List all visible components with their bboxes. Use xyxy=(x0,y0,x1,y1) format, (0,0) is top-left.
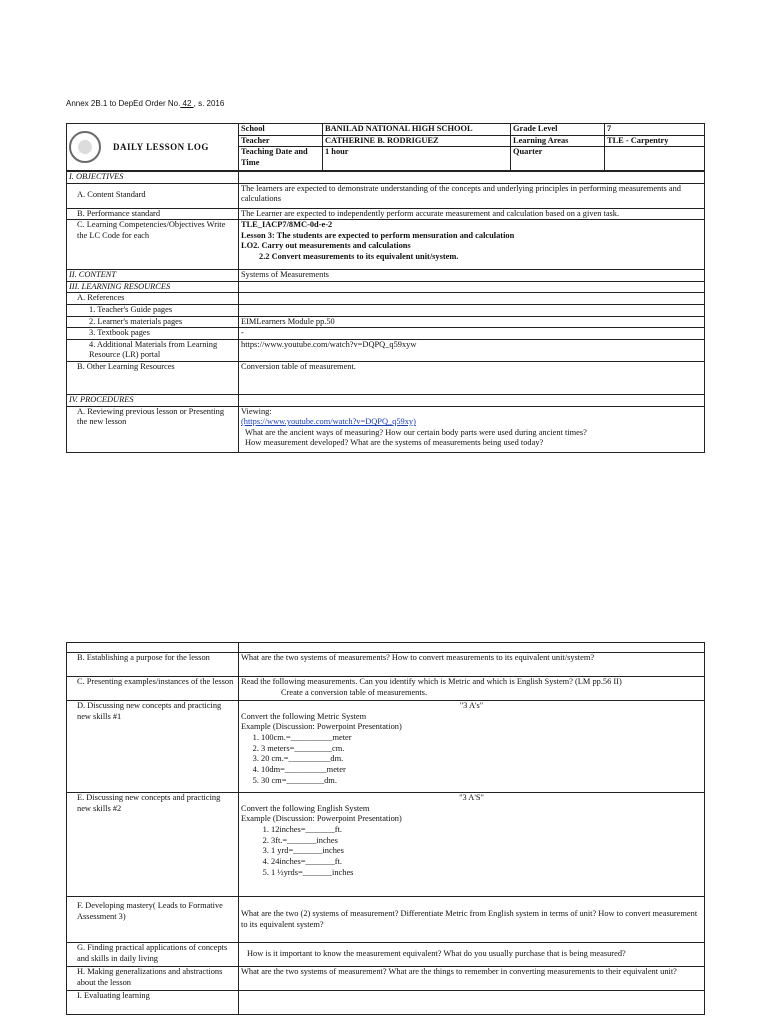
examples-value xyxy=(239,677,705,701)
annex-year: , s. 2016 xyxy=(193,99,225,108)
references-label: A. References xyxy=(67,293,239,305)
procedures-empty xyxy=(239,394,705,406)
page2-blank-label xyxy=(67,643,239,653)
youtube-link[interactable]: (https://www.youtube.com/watch?v=DQPQ_q59xy) xyxy=(241,417,416,427)
generalizations-label: H. Making generalizations and abstractions about the lesson xyxy=(67,967,239,991)
question-ancient-ways: What are the ancient ways of measuring? How our certain body parts were used during ancient times? xyxy=(245,427,587,437)
objectives-empty xyxy=(239,172,705,184)
teachers-guide-value xyxy=(239,304,705,316)
learners-materials-value: EIMLearners Module pp.50 xyxy=(239,316,705,328)
evaluating-value xyxy=(239,991,705,1015)
competencies-label: C. Learning Competencies/Objectives Write the LC Code for each xyxy=(67,220,239,270)
area-value: TLE - Carpentry xyxy=(605,135,705,147)
references-empty xyxy=(239,293,705,305)
performance-standard-value: The Learner are expected to independently perform accurate measurement and calculation based on a given task. xyxy=(239,208,705,220)
additional-materials-value: https://www.youtube.com/watch?v=DQPQ_q59xyw xyxy=(239,339,705,361)
textbook-label: 3. Textbook pages xyxy=(67,328,239,340)
lesson-table-page1 xyxy=(66,171,705,453)
date-label: Teaching Date and Time xyxy=(239,147,323,171)
area-label: Learning Areas xyxy=(511,135,605,147)
lc-code: TLE_IACP7/8MC-0d-e-2 xyxy=(241,220,333,230)
grade-label: Grade Level xyxy=(511,124,605,136)
metric-item: 1. 100cm.=__________meter xyxy=(261,733,702,744)
discussing-1-value xyxy=(239,701,705,793)
teachers-guide-label: 1. Teacher's Guide pages xyxy=(67,304,239,316)
english-item: 1. 12inches=_______ft. xyxy=(271,825,702,836)
english-item: 2. 3ft.=_______inches xyxy=(271,836,702,847)
examples-label: C. Presenting examples/instances of the lesson xyxy=(67,677,239,701)
metric-item: 4. 10dm=__________meter xyxy=(261,765,702,776)
dll-title: DAILY LESSON LOG xyxy=(113,141,209,152)
metric-list xyxy=(241,733,702,787)
discussing-1-label: D. Discussing new concepts and practicing new skills #1 xyxy=(67,701,239,793)
english-instruction: Convert the following English System xyxy=(241,803,370,813)
lesson-table-page2 xyxy=(66,642,705,1015)
teacher-value: CATHERINE B. RODRIGUEZ xyxy=(323,135,511,147)
annex-order-no: 42 xyxy=(180,99,194,108)
metric-item: 2. 3 meters=_________cm. xyxy=(261,744,702,755)
content-value: Systems of Measurements xyxy=(239,270,705,282)
english-item: 3. 1 yrd=_______inches xyxy=(271,846,702,857)
quarter-label: Quarter xyxy=(511,147,605,171)
metric-item: 3. 20 cm.=__________dm. xyxy=(261,754,702,765)
additional-materials-label: 4. Additional Materials from Learning Resource (LR) portal xyxy=(67,339,239,361)
other-resources-value: Conversion table of measurement. xyxy=(239,361,705,394)
page2-blank-value xyxy=(239,643,705,653)
lo2: LO2. Carry out measurements and calculations xyxy=(241,241,411,251)
applications-label: G. Finding practical applications of concepts and skills in daily living xyxy=(67,943,239,967)
generalizations-value: What are the two systems of measurement? What are the things to remember in converting measurements to their equivalent unit? xyxy=(239,967,705,991)
viewing-label: Viewing: xyxy=(241,406,272,416)
other-resources-label: B. Other Learning Resources xyxy=(67,361,239,394)
mastery-value: What are the two (2) systems of measurement? Differentiate Metric from English system in terms of unit? How to convert measurement to its equivalent system? xyxy=(239,897,705,943)
objective-2-2: 2.2 Convert measurements to its equivalent unit/system. xyxy=(259,251,459,261)
applications-value: How is it important to know the measurement equivalent? What do you usually purchase that is being measured? xyxy=(239,943,705,967)
resources-heading: III. LEARNING RESOURCES xyxy=(67,281,239,293)
annex-prefix: Annex 2B.1 to DepEd Order No. xyxy=(66,99,181,108)
three-as-heading-1: "3 A's" xyxy=(459,701,484,710)
purpose-value: What are the two systems of measurements? How to convert measurements to its equivalent unit/system? xyxy=(239,653,705,677)
evaluating-label: I. Evaluating learning xyxy=(67,991,239,1015)
objectives-heading: I. OBJECTIVES xyxy=(67,172,239,184)
three-as-heading-2: "3 A'S" xyxy=(459,793,484,802)
deped-seal-icon xyxy=(69,131,101,163)
examples-conversion-table: Create a conversion table of measurements. xyxy=(281,687,428,697)
school-label: School xyxy=(239,124,323,136)
metric-item: 5. 30 cm=_________dm. xyxy=(261,776,702,787)
discussing-2-value xyxy=(239,793,705,897)
question-measurement-developed: How measurement developed? What are the systems of measurements being used today? xyxy=(245,438,544,448)
date-value: 1 hour xyxy=(323,147,511,171)
school-value: BANILAD NATIONAL HIGH SCHOOL xyxy=(323,124,511,136)
textbook-value: - xyxy=(239,328,705,340)
metric-instruction: Convert the following Metric System xyxy=(241,711,367,721)
resources-empty xyxy=(239,281,705,293)
metric-example: Example (Discussion: Powerpoint Presentation) xyxy=(241,722,402,732)
mastery-label: F. Developing mastery( Leads to Formative Assessment 3) xyxy=(67,897,239,943)
learners-materials-label: 2. Learner's materials pages xyxy=(67,316,239,328)
english-example: Example (Discussion: Powerpoint Presentation) xyxy=(241,814,402,824)
discussing-2-label: E. Discussing new concepts and practicing new skills #2 xyxy=(67,793,239,897)
dll-title-cell xyxy=(67,124,239,171)
competencies-value xyxy=(239,220,705,270)
content-standard-value: The learners are expected to demonstrate understanding of the concepts and underlying principles in performing measurements and calculations xyxy=(239,183,705,208)
quarter-value xyxy=(605,147,705,171)
header-table xyxy=(66,123,705,171)
procedures-heading: IV. PROCEDURES xyxy=(67,394,239,406)
teacher-label: Teacher xyxy=(239,135,323,147)
examples-instruction: Read the following measurements. Can you identify which is Metric and which is English System? (LM pp.56 II) xyxy=(241,677,622,686)
reviewing-lesson-label: A. Reviewing previous lesson or Presenting the new lesson xyxy=(67,406,239,452)
purpose-label: B. Establishing a purpose for the lesson xyxy=(67,653,239,677)
content-heading: II. CONTENT xyxy=(67,270,239,282)
english-item: 5. 1 ½yrds=_______inches xyxy=(271,868,702,879)
english-item: 4. 24inches=_______ft. xyxy=(271,857,702,868)
annex-reference xyxy=(66,99,224,108)
content-standard-label: A. Content Standard xyxy=(67,183,239,208)
lesson-title: Lesson 3: The students are expected to perform mensuration and calculation xyxy=(241,230,515,240)
reviewing-lesson-value xyxy=(239,406,705,452)
performance-standard-label: B. Performance standard xyxy=(67,208,239,220)
english-list xyxy=(241,825,702,879)
grade-value: 7 xyxy=(605,124,705,136)
